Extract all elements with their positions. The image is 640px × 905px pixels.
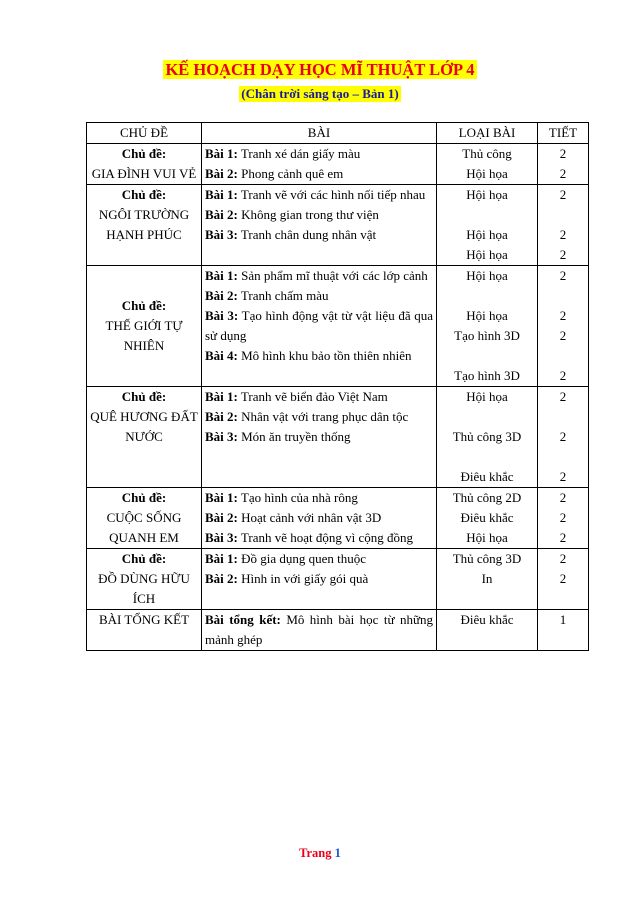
table-row xyxy=(87,266,589,387)
lesson-item: Bài 4: Mô hình khu bảo tồn thiên nhiên xyxy=(205,348,412,363)
lesson-type: Thủ công 2D xyxy=(452,490,522,505)
lesson-item: Bài 2: Tranh chấm màu xyxy=(205,288,329,303)
column-header-type: LOẠI BÀI xyxy=(437,123,538,144)
lesson-periods: 2 xyxy=(559,571,567,586)
lesson-periods: 2 xyxy=(559,429,567,444)
table-row xyxy=(87,488,589,549)
periods-cell xyxy=(538,488,589,549)
lesson-type: Thủ công 3D xyxy=(452,551,522,566)
lesson-type: Điêu khắc xyxy=(460,510,514,525)
table-row xyxy=(87,185,589,266)
lesson-item: Bài tổng kết: Mô hình bài học từ những mảnh ghép xyxy=(205,612,434,647)
type-cell xyxy=(437,610,538,651)
page-word: Trang xyxy=(299,846,332,860)
document-subtitle: (Chân trời sáng tạo – Bản 1) xyxy=(241,86,399,101)
lesson-item: Bài 3: Món ăn truyền thống xyxy=(205,429,351,444)
lesson-item: Bài 1: Tranh xé dán giấy màu xyxy=(205,146,361,161)
column-header-topic: CHỦ ĐỀ xyxy=(87,123,202,144)
lesson-item: Bài 1: Sản phẩm mĩ thuật với các lớp cảnh xyxy=(205,268,428,283)
table-header-row xyxy=(87,123,589,144)
lessons-cell xyxy=(202,610,437,651)
lesson-item: Bài 1: Tạo hình của nhà rông xyxy=(205,490,358,505)
lessons-cell xyxy=(202,185,437,266)
topic-name: NGÔI TRƯỜNG HẠNH PHÚC xyxy=(98,207,190,242)
lesson-item: Bài 2: Phong cảnh quê em xyxy=(205,166,344,181)
lesson-type: Hội họa xyxy=(466,227,508,242)
lesson-type: Hội họa xyxy=(466,166,508,181)
topic-cell xyxy=(87,185,202,266)
periods-cell xyxy=(538,549,589,610)
document-title: KẾ HOẠCH DẠY HỌC MĨ THUẬT LỚP 4 xyxy=(165,60,475,79)
lesson-type: Hội họa xyxy=(466,389,508,404)
lesson-item: Bài 1: Đồ gia dụng quen thuộc xyxy=(205,551,367,566)
lesson-periods: 2 xyxy=(559,227,567,242)
topic-label: Chủ đề: xyxy=(121,551,167,566)
lesson-item: Bài 1: Tranh vẽ với các hình nối tiếp nhau xyxy=(205,187,426,202)
lesson-periods: 2 xyxy=(559,368,567,383)
lesson-periods: 2 xyxy=(559,490,567,505)
periods-cell xyxy=(538,266,589,387)
lessons-cell xyxy=(202,549,437,610)
lesson-item: Bài 3: Tranh vẽ hoạt động vì cộng đồng xyxy=(205,530,414,545)
lesson-type: Điêu khắc xyxy=(460,612,514,627)
lesson-periods: 2 xyxy=(559,166,567,181)
topic-cell xyxy=(87,387,202,488)
type-cell xyxy=(437,549,538,610)
lesson-periods: 2 xyxy=(559,510,567,525)
lesson-type: Hội họa xyxy=(466,187,508,202)
type-cell xyxy=(437,266,538,387)
topic-cell xyxy=(87,488,202,549)
type-cell xyxy=(437,387,538,488)
lessons-cell xyxy=(202,488,437,549)
topic-label: Chủ đề: xyxy=(121,146,167,161)
lessons-cell xyxy=(202,144,437,185)
lesson-periods: 2 xyxy=(559,187,567,202)
lessons-cell xyxy=(202,266,437,387)
topic-name: GIA ĐÌNH VUI VẺ xyxy=(91,166,197,181)
table-row xyxy=(87,610,589,651)
type-cell xyxy=(437,144,538,185)
lesson-periods: 2 xyxy=(559,247,567,262)
lesson-type: Thủ công 3D xyxy=(452,429,522,444)
lesson-periods: 2 xyxy=(559,389,567,404)
column-header-periods: TIẾT xyxy=(538,123,589,144)
lesson-item: Bài 3: Tranh chân dung nhân vật xyxy=(205,227,377,242)
lesson-type: Thủ công xyxy=(462,146,512,161)
lesson-type: Hội họa xyxy=(466,268,508,283)
periods-cell xyxy=(538,387,589,488)
table-row xyxy=(87,144,589,185)
lesson-type: In xyxy=(481,571,493,586)
title-container xyxy=(0,60,640,80)
lesson-periods: 2 xyxy=(559,551,567,566)
topic-label: Chủ đề: xyxy=(121,187,167,202)
lesson-item: Bài 1: Tranh vẽ biển đảo Việt Nam xyxy=(205,389,388,404)
lessons-cell xyxy=(202,387,437,488)
topic-cell xyxy=(87,266,202,387)
lesson-item: Bài 2: Hình in với giấy gói quà xyxy=(205,571,369,586)
lesson-item: Bài 2: Hoạt cảnh với nhân vật 3D xyxy=(205,510,382,525)
lesson-periods: 2 xyxy=(559,530,567,545)
table-row xyxy=(87,549,589,610)
lesson-periods: 2 xyxy=(559,268,567,283)
lesson-periods: 2 xyxy=(559,328,567,343)
topic-cell xyxy=(87,144,202,185)
page-footer xyxy=(0,846,640,861)
topic-label: Chủ đề: xyxy=(121,490,167,505)
lesson-type: Hội họa xyxy=(466,530,508,545)
lesson-plan-table xyxy=(86,122,589,651)
column-header-lesson: BÀI xyxy=(202,123,437,144)
lesson-type: Điêu khắc xyxy=(460,469,514,484)
periods-cell xyxy=(538,610,589,651)
topic-name: ĐỒ DÙNG HỮU ÍCH xyxy=(98,571,190,606)
topic-name: QUÊ HƯƠNG ĐẤT NƯỚC xyxy=(90,409,198,444)
lesson-item: Bài 2: Không gian trong thư viện xyxy=(205,207,379,222)
lesson-type: Tạo hình 3D xyxy=(454,328,520,343)
page-number: 1 xyxy=(334,846,341,860)
periods-cell xyxy=(538,144,589,185)
topic-name: CUỘC SỐNG QUANH EM xyxy=(106,510,182,545)
topic-cell xyxy=(87,610,202,651)
topic-label: Chủ đề: xyxy=(121,298,167,313)
lesson-periods: 1 xyxy=(559,612,567,627)
lesson-periods: 2 xyxy=(559,308,567,323)
type-cell xyxy=(437,488,538,549)
lesson-type: Hội họa xyxy=(466,308,508,323)
topic-name: BÀI TỔNG KẾT xyxy=(98,612,190,627)
subtitle-container xyxy=(0,85,640,103)
periods-cell xyxy=(538,185,589,266)
lesson-periods: 2 xyxy=(559,469,567,484)
table-row xyxy=(87,387,589,488)
lesson-type: Hội họa xyxy=(466,247,508,262)
lesson-periods: 2 xyxy=(559,146,567,161)
type-cell xyxy=(437,185,538,266)
topic-name: THẾ GIỚI TỰ NHIÊN xyxy=(105,318,183,353)
lesson-item: Bài 2: Nhân vật với trang phục dân tộc xyxy=(205,409,409,424)
topic-cell xyxy=(87,549,202,610)
lesson-type: Tạo hình 3D xyxy=(454,368,520,383)
topic-label: Chủ đề: xyxy=(121,389,167,404)
lesson-item: Bài 3: Tạo hình động vật từ vật liệu đã qua sử dụng xyxy=(205,308,433,343)
